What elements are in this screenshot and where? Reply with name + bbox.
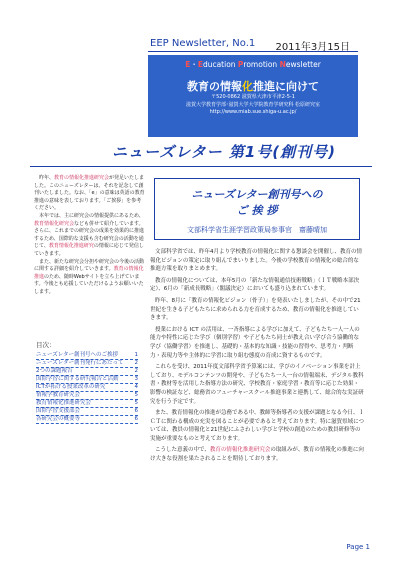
toc-item-page: 4 <box>134 384 138 390</box>
toc-item-page: 2 <box>134 368 138 374</box>
toc-item-page: 5 <box>134 400 138 406</box>
toc-item[interactable] <box>36 408 138 416</box>
paragraph <box>150 363 364 406</box>
toc-item-title: 国際学習に関する研究報告と活動 <box>36 376 119 382</box>
title-divider <box>30 166 372 167</box>
postal-address: 〒520-0862 滋賀県大津市平津2-5-1 <box>211 94 295 100</box>
paragraph <box>150 277 364 294</box>
text-segment: のため、随時Webサイトを立ち上げています。今後とも応援していただけるようお願いいたします。 <box>34 273 144 295</box>
text-segment: こうした意義の中で、 <box>155 447 210 454</box>
text-segment: 昨年、8月に「教育の情報化ビジョン（骨子）」を発表いたしましたが、その中で21世紀を生きる子どもたちに求められる力を育成するため、教育の情報化を推進していきます。 <box>150 297 361 322</box>
toc-item-page: 3 <box>134 376 138 382</box>
paragraph <box>150 409 364 443</box>
greeting-author: 文部科学省生涯学習政策局参事官 齋藤晴加 <box>187 226 327 234</box>
text-segment: が発足いたしました。このニューズレターは、それを記念して創刊いたしました。なお、「e」の意味は英語の教育推進の意味を表しております。「ご挨拶」を参考ください。 <box>34 175 145 212</box>
toc-item[interactable] <box>36 368 138 376</box>
toc-item-title: 国際学習支援部会 <box>36 408 81 414</box>
title-banner <box>148 55 358 137</box>
paragraph <box>34 213 146 259</box>
paragraph <box>34 175 146 213</box>
intro-text <box>34 175 146 297</box>
text-segment: の情報に応じて発信していきます。 <box>34 243 144 257</box>
paragraph <box>150 326 364 360</box>
toc-item-title: 教育情報化推進研究会 <box>36 400 92 406</box>
toc-item-title: 情報学教育研究会 <box>36 392 81 398</box>
institution-name: 滋賀大学教育学部･滋賀大学大学院教育学研究科 松原研究室 <box>185 101 321 108</box>
toc-item-title: ICTが拓ける授業改革の研究 <box>36 384 106 390</box>
text-segment: これらを受け、2011年度文部科学省予算案には、学びのイノベーション事業を計上しており、モデルコンテンツの開発や、子どもたち一人一台の情報端末、デジタル教科書・教材等を活用した指導方法の研究、学校教育・家庭学習・教育等に応じた効果・影響の検証など、総務省のフューチャースクール推進事業と連携して、総合的な実証研究を行う予定です。 <box>150 364 364 405</box>
toc-item-page: 1 <box>134 352 138 358</box>
toc-item-title: ニューズレター創刊号へのご挨拶 <box>36 352 119 358</box>
page-number: Page 1 <box>346 543 370 551</box>
toc-item-page: 6 <box>134 416 138 422</box>
text-segment: また、新たな研究会分担や研究会の今後の活動に関する詳細を紹介していきます。 <box>34 258 145 273</box>
text-segment: 授業における ICT の活用は、一斉指導による学びに加えて、子どもたち一人一人の能力や特性に応じた学び（個別学習）や子どもたち同士が教え合い学び合う協働的な学び（協働学習）を推進し、基礎的・基本的な知識・技能の習得や、思考力・判断力・表現力等や主体的に学習に取り組む態度の育成に資するものです。 <box>150 326 360 359</box>
toc-list <box>36 352 138 424</box>
toc-item-page: 5 <box>134 392 138 398</box>
highlighted-term: 教育情報化研究会 <box>34 220 75 227</box>
toc-item-page: 6 <box>134 408 138 414</box>
text-segment: の取組みが、教育の情報化の推進に向け大きな役割を果たされることを期待しております。 <box>150 447 364 463</box>
greeting-box <box>154 178 360 240</box>
greeting-title-line1: ニューズレター創刊号への <box>191 188 323 201</box>
issue-number: No.1 <box>232 38 256 49</box>
greeting-title-line2: ご 挨 拶 <box>236 204 278 217</box>
toc-item-page: 2 <box>134 360 138 366</box>
text-segment: 文部科学省では、昨年4月より学校教育の情報化に関する懇談会を開催し、教育の情報化ビジョンの策定に取り組んでまいりました。今後の学校教育の情報化の総合的な推進方策を取りまとめます。 <box>150 249 363 273</box>
table-of-contents <box>36 340 138 424</box>
toc-title: 目次： <box>36 341 56 349</box>
text-segment: なども併せて紹介しています。さらに、これまでの研究会の成果を効果的に推進するため、国際的な支援も含む研究会の活動を通じて、 <box>34 220 145 250</box>
japanese-title: 教育の情報化推進に向けて <box>187 80 319 93</box>
highlighted-term: 教育の情報化推進 <box>34 266 144 280</box>
newsletter-name: EEP Newsletter, <box>150 38 230 49</box>
toc-item[interactable] <box>36 352 138 360</box>
toc-item-title: 各研究会の概要等 <box>36 416 81 422</box>
toc-item[interactable] <box>36 384 138 392</box>
text-segment: 昨年、 <box>39 175 55 181</box>
toc-item[interactable] <box>36 360 138 368</box>
paragraph <box>150 248 364 274</box>
greeting-article <box>150 248 364 467</box>
issue-date: 2011年3月15日 <box>275 42 350 53</box>
header-divider <box>148 51 358 52</box>
website-url[interactable]: http://www.miab.sue.shiga-u.ac.jp/ <box>209 109 297 115</box>
paragraph <box>150 446 364 463</box>
text-segment: また、教育情報化の推進が急務である中、教師等指導者の支援が課題となる今日、ＩＣＴに関わる構成の充実を図ることが必要であると考えております。特に滋賀県域については、教員の情報化と21世紀にふさわしい学びと学校の創造のための教員研修等の実施が重要なものと考えております。 <box>150 410 365 442</box>
toc-item[interactable] <box>36 392 138 400</box>
english-title: E・Education Promotion Newsletter <box>185 60 321 69</box>
highlighted-term: 教育情報化推進研究 <box>48 243 94 250</box>
toc-item-title: ニューズレター創刊発行にあたって <box>36 360 124 366</box>
toc-item[interactable] <box>36 400 138 408</box>
text-segment: 本年では、主に研究会の情報提供にあるため、 <box>39 212 144 219</box>
toc-item[interactable] <box>36 416 138 424</box>
highlighted-term: 教育の情報化推進研究会 <box>209 447 271 454</box>
paragraph <box>150 297 364 323</box>
highlighted-term: 教育の情報化推進研究会 <box>54 175 110 181</box>
issue-title: ニューズレター 第1号(創刊号) <box>112 143 337 161</box>
text-segment: 教育の情報化については、本年5月の「新たな情報通信技術戦略」（ＩＴ戦略本部決定）、6月の「新成長戦略」（閣議決定）においても盛り込まれています。 <box>150 277 360 293</box>
toc-item[interactable] <box>36 376 138 384</box>
paragraph <box>34 259 146 297</box>
toc-item-title: 2つの課題報告 <box>36 368 73 374</box>
